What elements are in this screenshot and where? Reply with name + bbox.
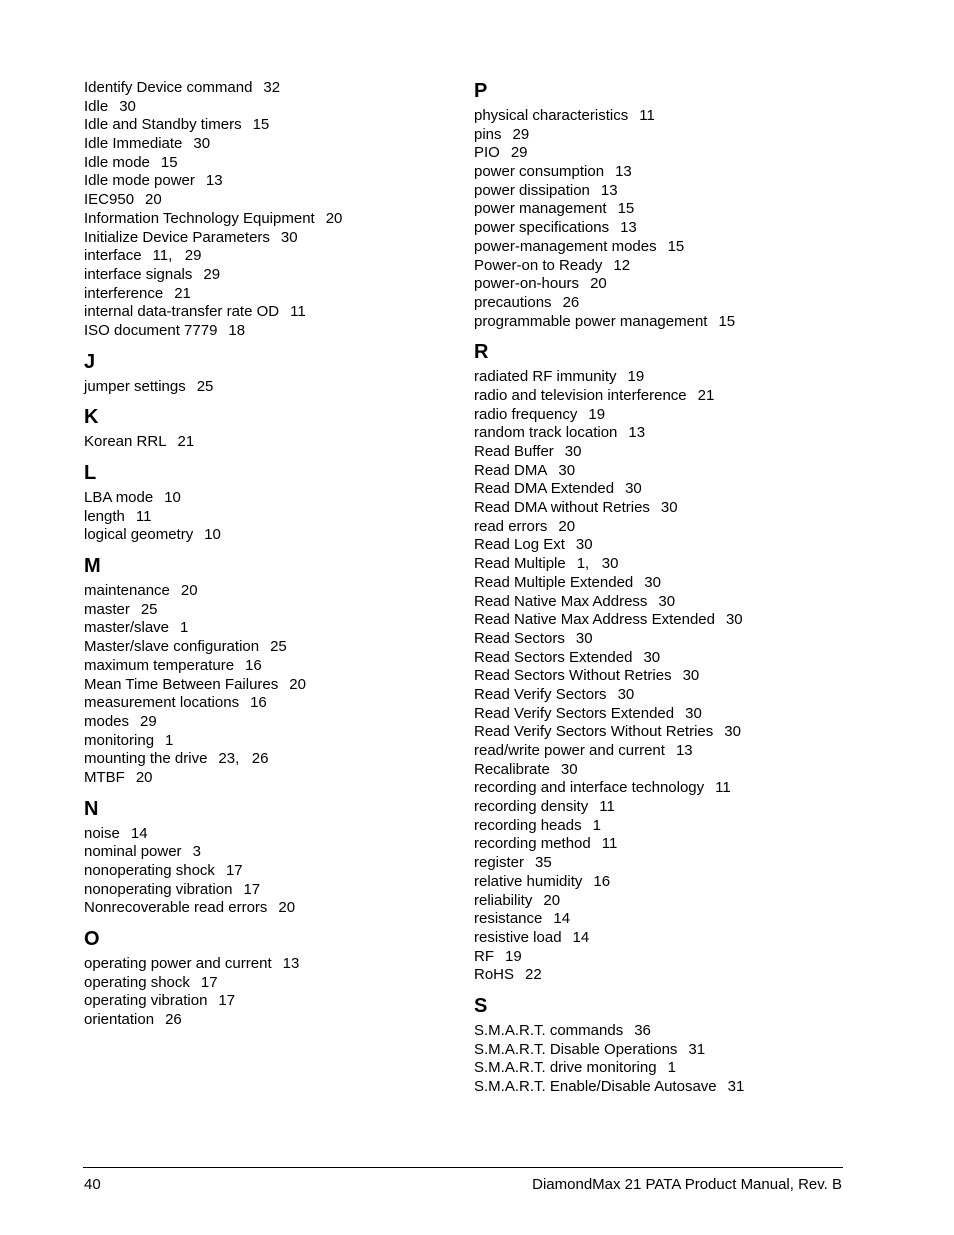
- index-entry: [84, 508, 454, 527]
- index-entry: [84, 154, 454, 173]
- index-entry: [474, 1022, 874, 1041]
- index-entry: [84, 116, 454, 135]
- index-entry-term: pins: [474, 125, 502, 143]
- index-entry-term: physical characteristics: [474, 107, 629, 124]
- index-entry-term: noise: [84, 824, 120, 842]
- index-entry-pages: 11: [599, 798, 615, 816]
- index-entry-term: length: [84, 507, 125, 525]
- index-entry-pages: 19: [588, 405, 606, 423]
- index-entry: [474, 630, 874, 649]
- index-entry: [84, 843, 454, 862]
- index-entry-pages: 30: [682, 667, 700, 685]
- index-entry: [84, 769, 454, 788]
- index-entry-pages: 17: [243, 880, 261, 898]
- index-entry: [474, 761, 874, 780]
- index-entry-term: logical geometry: [84, 526, 194, 544]
- index-entry-pages: 14: [130, 824, 148, 842]
- index-entry-pages: 11: [290, 303, 306, 321]
- index-entry: [474, 462, 874, 481]
- index-entry-pages: 29: [203, 265, 221, 283]
- index-entry-pages: 31: [727, 1078, 745, 1095]
- index-entry-term: interface: [84, 247, 142, 265]
- index-entry: [84, 750, 454, 769]
- index-entry-term: radiated RF immunity: [474, 368, 617, 386]
- index-entry-term: RoHS: [474, 966, 515, 984]
- index-entry: [84, 210, 454, 229]
- index-entry: [474, 1078, 874, 1097]
- index-entry-pages: 1, 30: [576, 555, 619, 573]
- index-entry-pages: 30: [560, 760, 578, 778]
- index-section-letter: S: [474, 994, 488, 1017]
- index-entry-term: random track location: [474, 424, 618, 442]
- index-entry: [474, 798, 874, 817]
- index-entry: [474, 387, 874, 406]
- index-entry: [84, 881, 454, 900]
- index-entry: [474, 499, 874, 518]
- index-entry: [474, 294, 874, 313]
- index-entry-term: MTBF: [84, 768, 125, 786]
- index-entry-term: precautions: [474, 293, 552, 311]
- index-entry-pages: 26: [165, 1011, 182, 1029]
- index-entry-pages: 30: [685, 704, 702, 722]
- index-entry-pages: 32: [263, 79, 281, 96]
- index-entry: [474, 705, 874, 724]
- index-entry-term: master: [84, 600, 130, 618]
- index-entry-term: ISO document 7779: [84, 321, 218, 339]
- index-entry-pages: 35: [535, 854, 552, 872]
- index-entry-term: PIO: [474, 144, 500, 162]
- index-entry-pages: 30: [643, 648, 661, 666]
- index-entry: [474, 817, 874, 836]
- index-entry: [474, 536, 874, 555]
- index-entry: [84, 526, 454, 545]
- index-entry-pages: 16: [593, 872, 611, 890]
- index-entry-term: measurement locations: [84, 694, 240, 712]
- index-entry: [84, 899, 454, 918]
- index-entry-term: Read Verify Sectors: [474, 685, 607, 703]
- index-entry-term: nonoperating shock: [84, 862, 215, 879]
- index-entry-term: internal data-transfer rate OD: [84, 303, 280, 321]
- index-entry: [474, 424, 874, 443]
- index-entry: [84, 619, 454, 638]
- index-entry-pages: 30: [617, 685, 635, 703]
- index-entry-term: nonoperating vibration: [84, 880, 233, 898]
- index-entry-pages: 30: [280, 228, 298, 246]
- index-entry-term: Read Multiple Extended: [474, 573, 634, 591]
- index-entry-term: RF: [474, 947, 494, 965]
- index-entry-term: Read DMA without Retries: [474, 499, 650, 517]
- index-entry: [474, 892, 874, 911]
- index-entry-pages: 31: [688, 1040, 706, 1058]
- index-entry-pages: 1: [592, 816, 601, 834]
- index-entry-term: Idle mode: [84, 153, 150, 171]
- index-entry: [474, 368, 874, 387]
- index-entry-term: Information Technology Equipment: [84, 209, 315, 227]
- index-entry-term: jumper settings: [84, 377, 186, 395]
- index-entry-term: power management: [474, 200, 607, 218]
- index-entry: [474, 1041, 874, 1060]
- index-entry-pages: 21: [177, 433, 195, 451]
- index-entry-term: recording heads: [474, 816, 582, 834]
- index-entry-term: Read Verify Sectors Without Retries: [474, 723, 714, 741]
- index-entry-pages: 30: [119, 97, 136, 115]
- index-entry: [84, 601, 454, 620]
- index-entry: [84, 433, 454, 452]
- index-entry-pages: 13: [628, 424, 646, 442]
- index-entry: [474, 835, 874, 854]
- index-entry-term: Read Buffer: [474, 443, 554, 460]
- index-entry-pages: 20: [145, 191, 162, 209]
- index-entry-pages: 30: [564, 443, 582, 460]
- index-entry-term: Nonrecoverable read errors: [84, 899, 268, 917]
- index-entry-term: orientation: [84, 1011, 155, 1029]
- index-entry-term: interface signals: [84, 265, 193, 283]
- index-entry-term: radio and television interference: [474, 386, 687, 404]
- index-entry: [474, 873, 874, 892]
- index-entry: [474, 144, 874, 163]
- index-entry-pages: 13: [675, 742, 693, 759]
- index-entry-term: recording and interface technology: [474, 779, 705, 797]
- index-entry: [474, 593, 874, 612]
- index-entry-term: operating power and current: [84, 955, 272, 973]
- index-entry-term: Read Verify Sectors Extended: [474, 704, 675, 722]
- index-entry: [84, 732, 454, 751]
- index-entry-pages: 13: [600, 181, 618, 199]
- index-entry: [84, 489, 454, 508]
- index-entry: [84, 79, 454, 98]
- index-entry-pages: 20: [180, 582, 198, 600]
- index-entry-term: interference: [84, 284, 164, 302]
- index-entry: [84, 974, 454, 993]
- index-entry-pages: 11: [715, 779, 731, 797]
- index-entry: [474, 611, 874, 630]
- index-entry: [474, 406, 874, 425]
- index-entry-term: power consumption: [474, 163, 605, 181]
- index-entry-pages: 19: [505, 947, 522, 965]
- index-entry-term: recording method: [474, 835, 591, 853]
- index-entry-term: radio frequency: [474, 405, 578, 423]
- index-entry-term: Idle: [84, 97, 109, 115]
- index-entry: [84, 638, 454, 657]
- index-section-letter: M: [84, 555, 101, 578]
- index-entry: [84, 303, 454, 322]
- index-entry-term: Read Native Max Address Extended: [474, 611, 715, 629]
- index-entry: [474, 948, 874, 967]
- index-entry: [474, 200, 874, 219]
- index-entry-term: Read DMA: [474, 461, 548, 479]
- index-entry: [84, 825, 454, 844]
- index-entry-term: S.M.A.R.T. Disable Operations: [474, 1040, 678, 1058]
- index-entry-term: Read Multiple: [474, 555, 566, 573]
- index-entry-pages: 20: [325, 209, 343, 227]
- index-entry: [474, 480, 874, 499]
- index-entry-pages: 22: [525, 966, 542, 984]
- index-entry-term: Idle mode power: [84, 172, 195, 190]
- index-entry-pages: 13: [282, 955, 300, 973]
- index-entry-pages: 25: [270, 638, 287, 656]
- index-entry-pages: 11: [601, 835, 618, 853]
- index-entry-term: Identify Device command: [84, 79, 253, 96]
- index-entry-term: operating shock: [84, 973, 190, 991]
- index-entry-pages: 20: [543, 891, 561, 909]
- index-entry-pages: 30: [724, 723, 741, 741]
- index-entry-pages: 1: [667, 1059, 676, 1077]
- index-entry-pages: 20: [278, 899, 296, 917]
- index-section-letter: J: [84, 350, 96, 373]
- index-entry-pages: 17: [225, 862, 243, 879]
- index-entry-term: power dissipation: [474, 181, 590, 199]
- index-entry-term: relative humidity: [474, 872, 583, 890]
- index-entry-pages: 25: [196, 377, 214, 395]
- index-entry-term: monitoring: [84, 731, 155, 749]
- index-entry: [474, 723, 874, 742]
- index-entry: [474, 238, 874, 257]
- index-entry-term: resistance: [474, 910, 543, 928]
- index-entry-pages: 17: [200, 973, 218, 991]
- index-entry-pages: 19: [627, 368, 645, 386]
- index-entry: [474, 257, 874, 276]
- index-entry: [474, 518, 874, 537]
- index-entry-pages: 30: [644, 573, 661, 591]
- index-entry-pages: 14: [553, 910, 571, 928]
- index-entry: [474, 555, 874, 574]
- index-entry-term: mounting the drive: [84, 750, 208, 768]
- index-section-letter: R: [474, 341, 489, 364]
- index-entry-pages: 30: [660, 499, 678, 517]
- index-entry-term: Korean RRL: [84, 433, 167, 451]
- index-entry: [474, 742, 874, 761]
- index-entry-term: S.M.A.R.T. drive monitoring: [474, 1059, 657, 1077]
- index-entry: [84, 992, 454, 1011]
- index-entry: [84, 191, 454, 210]
- index-entry-term: Mean Time Between Failures: [84, 675, 279, 693]
- index-entry: [84, 135, 454, 154]
- index-entry-term: master/slave: [84, 619, 170, 637]
- index-entry-term: Read Sectors: [474, 629, 565, 647]
- index-entry: [474, 667, 874, 686]
- index-entry-term: IEC950: [84, 191, 135, 209]
- index-entry-pages: 30: [193, 135, 211, 153]
- index-entry-term: LBA mode: [84, 489, 154, 506]
- index-entry-term: read/write power and current: [474, 742, 665, 759]
- index-entry: [84, 378, 454, 397]
- index-entry-pages: 17: [218, 992, 236, 1010]
- index-entry-pages: 15: [617, 200, 635, 218]
- index-entry: [474, 107, 874, 126]
- index-entry-term: Power-on to Ready: [474, 256, 603, 274]
- index-entry-pages: 3: [192, 843, 201, 861]
- index-entry: [474, 182, 874, 201]
- index-entry: [84, 955, 454, 974]
- index-entry-pages: 20: [590, 275, 607, 293]
- index-entry: [84, 285, 454, 304]
- index-section-letter: N: [84, 797, 99, 820]
- index-section-letter: K: [84, 406, 99, 429]
- index-entry-pages: 30: [658, 592, 676, 610]
- index-entry-pages: 20: [558, 517, 576, 535]
- index-entry: [84, 862, 454, 881]
- index-entry-term: Initialize Device Parameters: [84, 228, 270, 246]
- index-entry-term: power specifications: [474, 219, 610, 237]
- index-entry-pages: 30: [625, 480, 642, 498]
- index-entry-term: Idle Immediate: [84, 135, 183, 153]
- index-entry-term: power-on-hours: [474, 275, 580, 293]
- index-entry-term: maximum temperature: [84, 656, 235, 674]
- index-entry-term: register: [474, 854, 525, 872]
- index-entry-pages: 11: [135, 507, 152, 525]
- index-entry-pages: 20: [289, 675, 306, 693]
- index-entry-pages: 26: [562, 293, 580, 311]
- index-entry-term: maintenance: [84, 582, 170, 600]
- index-entry-term: Idle and Standby timers: [84, 116, 242, 134]
- index-entry-term: nominal power: [84, 843, 182, 861]
- index-entry-pages: 11: [639, 107, 655, 124]
- index-entry-pages: 1: [165, 731, 174, 749]
- index-column-right: [474, 79, 874, 1097]
- index-entry-pages: 11, 29: [152, 247, 202, 265]
- index-entry-pages: 29: [510, 144, 528, 162]
- index-entry-pages: 16: [250, 694, 267, 712]
- index-entry-pages: 15: [667, 237, 685, 255]
- index-entry: [474, 854, 874, 873]
- index-entry: [474, 649, 874, 668]
- index-entry-pages: 30: [575, 536, 593, 554]
- index-entry: [474, 929, 874, 948]
- index-entry: [84, 98, 454, 117]
- index-column-left: [84, 79, 454, 1030]
- index-entry: [84, 582, 454, 601]
- footer-rule: [83, 1167, 843, 1168]
- index-entry-term: operating vibration: [84, 992, 208, 1010]
- index-entry: [84, 1011, 454, 1030]
- index-section-letter: P: [474, 80, 488, 102]
- index-entry-pages: 18: [228, 321, 246, 339]
- index-section-letter: O: [84, 928, 100, 951]
- index-entry: [474, 1059, 874, 1078]
- index-entry: [474, 779, 874, 798]
- index-entry-term: Read Log Ext: [474, 536, 565, 554]
- index-entry-term: read errors: [474, 517, 548, 535]
- index-entry: [84, 229, 454, 248]
- index-entry-pages: 1: [180, 619, 189, 637]
- footer-manual-title: DiamondMax 21 PATA Product Manual, Rev. B: [532, 1176, 842, 1193]
- index-entry: [84, 172, 454, 191]
- index-entry-pages: 10: [164, 489, 181, 506]
- index-entry-term: S.M.A.R.T. commands: [474, 1021, 624, 1039]
- index-entry-pages: 13: [620, 219, 637, 237]
- index-entry-pages: 12: [613, 256, 631, 274]
- index-entry-pages: 13: [205, 172, 223, 190]
- index-entry-term: Read DMA Extended: [474, 480, 615, 498]
- footer-page-number: 40: [84, 1176, 101, 1193]
- index-entry-pages: 15: [718, 312, 736, 330]
- index-entry-pages: 15: [160, 153, 178, 171]
- index-entry-term: Read Sectors Extended: [474, 648, 633, 666]
- index-entry-term: S.M.A.R.T. Enable/Disable Autosave: [474, 1078, 717, 1095]
- index-entry-pages: 29: [140, 712, 157, 730]
- index-entry-term: Master/slave configuration: [84, 638, 260, 656]
- index-entry-pages: 30: [725, 611, 743, 629]
- index-entry: [474, 163, 874, 182]
- index-entry: [474, 219, 874, 238]
- index-entry-pages: 30: [575, 629, 593, 647]
- index-entry: [474, 966, 874, 985]
- index-entry: [84, 247, 454, 266]
- index-entry-pages: 14: [572, 928, 590, 946]
- index-entry-pages: 10: [204, 526, 221, 544]
- index-entry-term: Recalibrate: [474, 760, 550, 778]
- index-entry-term: reliability: [474, 891, 533, 909]
- index-entry-term: programmable power management: [474, 312, 708, 330]
- index-entry-pages: 25: [140, 600, 158, 618]
- index-entry-term: Read Sectors Without Retries: [474, 667, 672, 685]
- index-section-letter: L: [84, 462, 97, 484]
- index-entry: [474, 443, 874, 462]
- index-entry: [84, 694, 454, 713]
- index-entry: [84, 657, 454, 676]
- index-entry: [84, 713, 454, 732]
- index-entry: [84, 266, 454, 285]
- index-entry: [474, 686, 874, 705]
- index-entry: [474, 910, 874, 929]
- index-entry-pages: 16: [245, 656, 262, 674]
- index-entry-pages: 21: [697, 386, 715, 404]
- index-entry-pages: 29: [512, 125, 530, 143]
- index-entry-term: resistive load: [474, 928, 562, 946]
- index-entry-pages: 20: [135, 768, 153, 786]
- index-entry-term: recording density: [474, 798, 589, 816]
- index-entry-pages: 23, 26: [218, 750, 269, 768]
- index-entry-pages: 13: [615, 163, 632, 181]
- index-entry-term: power-management modes: [474, 237, 657, 255]
- index-entry-term: modes: [84, 712, 130, 730]
- index-entry: [474, 313, 874, 332]
- index-entry-pages: 36: [634, 1021, 651, 1039]
- index-entry-pages: 21: [174, 284, 191, 302]
- index-entry: [84, 322, 454, 341]
- index-entry: [474, 275, 874, 294]
- index-entry-pages: 30: [558, 461, 576, 479]
- index-entry-term: Read Native Max Address: [474, 592, 648, 610]
- index-entry: [474, 574, 874, 593]
- index-entry: [84, 676, 454, 695]
- index-entry-pages: 15: [252, 116, 270, 134]
- index-entry: [474, 126, 874, 145]
